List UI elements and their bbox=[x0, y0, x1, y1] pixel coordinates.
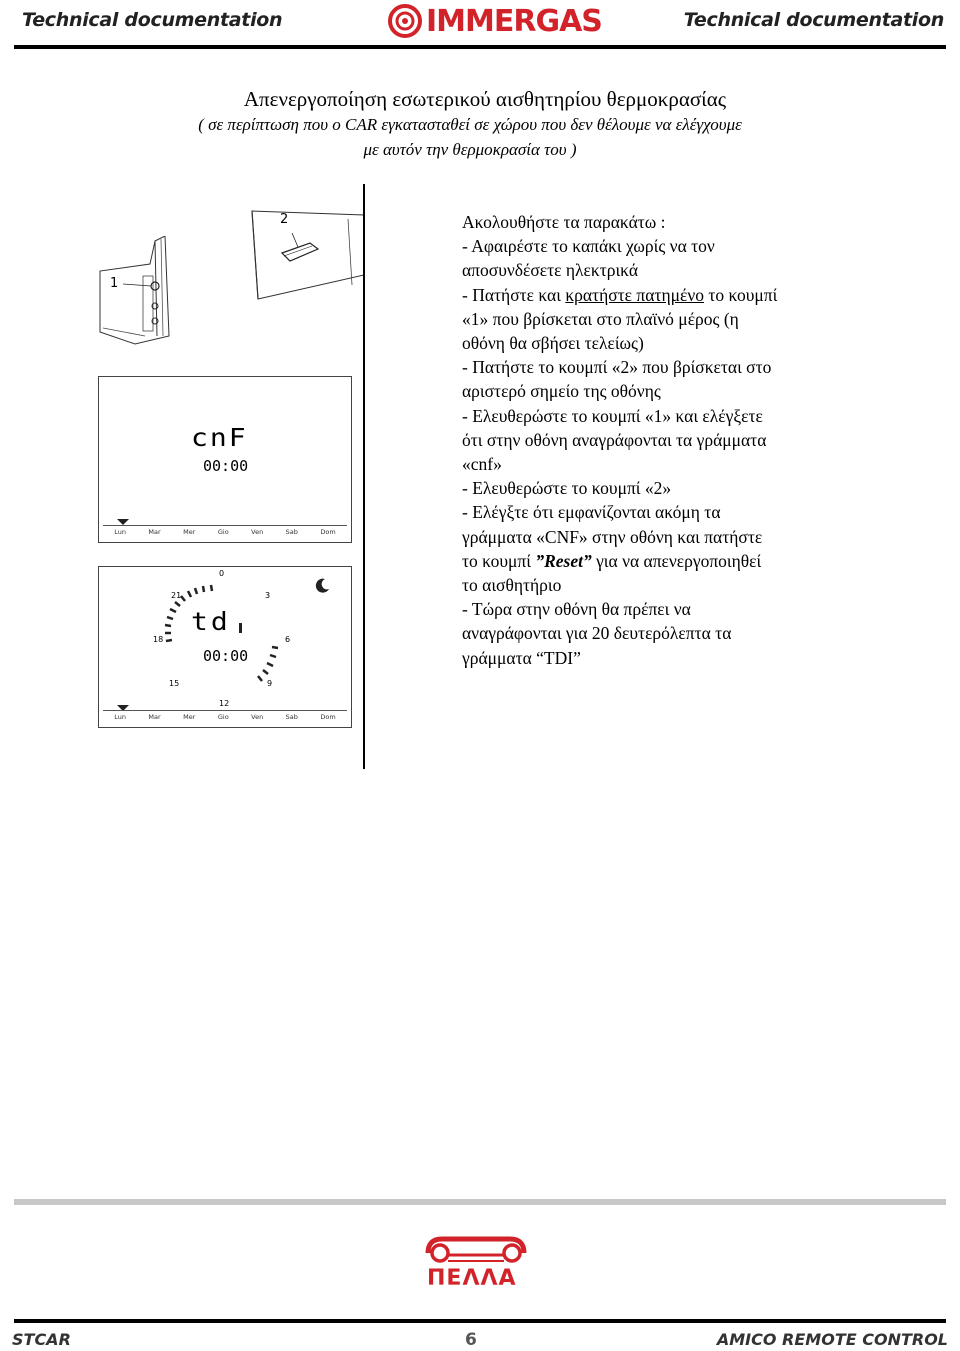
brand-name: IMMERGAS bbox=[426, 3, 602, 39]
day-label: Mar bbox=[148, 528, 161, 536]
dial-hour-0: 0 bbox=[219, 569, 225, 578]
device-side-figure bbox=[95, 236, 195, 346]
lcd-display-td bbox=[98, 566, 352, 728]
instruction-line: αριστερό σημείο της οθόνης bbox=[462, 381, 661, 402]
lcd-td-text: td bbox=[191, 606, 231, 637]
instruction-line: ότι στην οθόνη αναγράφονται τα γράμματα bbox=[462, 429, 767, 450]
day-label: Gio bbox=[217, 713, 229, 721]
footer-right-text: AMICO REMOTE CONTROL bbox=[716, 1330, 948, 1349]
instruction-line: - Αφαιρέστε το καπάκι χωρίς να τον bbox=[462, 236, 715, 257]
lcd-cnf-text: cnF bbox=[191, 422, 248, 453]
dial-hour-15: 15 bbox=[169, 679, 180, 688]
lcd-cnf-days bbox=[103, 525, 347, 538]
instruction-line: - Πατήστε το κουμπί «2» που βρίσκεται στο bbox=[462, 357, 772, 378]
subtitle-line-2: με αυτόν την θερμοκρασία του ) bbox=[363, 140, 577, 159]
immergas-logo-icon bbox=[388, 4, 422, 38]
header-left-text: Technical documentation bbox=[22, 9, 283, 31]
footer-left-text: STCAR bbox=[12, 1330, 71, 1349]
instruction-line: - Ελευθερώστε το κουμπί «1» και ελέγξετε bbox=[462, 405, 763, 426]
dial-hour-3: 3 bbox=[265, 591, 271, 600]
moon-icon bbox=[316, 579, 329, 593]
day-label: Dom bbox=[320, 713, 336, 721]
dial-hour-6: 6 bbox=[285, 635, 291, 644]
day-label: Sab bbox=[285, 528, 298, 536]
day-label: Lun bbox=[114, 528, 126, 536]
instruction-line: Ακολουθήστε τα παρακάτω : bbox=[462, 212, 666, 232]
reset-text: ”Reset” bbox=[535, 550, 592, 571]
instruction-line: αποσυνδέσετε ηλεκτρικά bbox=[462, 260, 639, 281]
lcd-td-bar bbox=[239, 623, 242, 633]
day-label: Gio bbox=[217, 528, 229, 536]
dial-ticks bbox=[99, 567, 351, 707]
day-label: Mar bbox=[148, 713, 161, 721]
page-title: Απενεργοποίηση εσωτερικού αισθητηρίου θερμοκρασίας bbox=[243, 87, 727, 111]
day-label: Lun bbox=[114, 713, 126, 721]
dial-hour-21: 21 bbox=[171, 591, 182, 600]
device-front-figure bbox=[248, 205, 366, 305]
button-2-label: 2 bbox=[280, 212, 289, 227]
lcd-display-cnf bbox=[98, 376, 352, 543]
header-right-text: Technical documentation bbox=[683, 9, 944, 31]
footer-rule bbox=[14, 1319, 946, 1323]
pella-logo-text: ΠΕΛΛΑ bbox=[427, 1266, 517, 1291]
instruction-line: γράμματα “TDI” bbox=[462, 647, 581, 668]
instructions bbox=[462, 210, 882, 670]
page-number: 6 bbox=[465, 1330, 477, 1350]
lcd-td-time: 00:00 bbox=[203, 647, 249, 665]
dial-hour-12: 12 bbox=[219, 699, 230, 708]
vertical-divider bbox=[363, 184, 365, 769]
immergas-logo bbox=[388, 0, 602, 42]
header-rule bbox=[14, 45, 946, 49]
instruction-line: οθόνη θα σβήσει τελείως) bbox=[462, 333, 644, 354]
instruction-line: - Τώρα στην οθόνη θα πρέπει να bbox=[462, 599, 691, 620]
day-label: Mer bbox=[183, 528, 196, 536]
day-label: Ven bbox=[251, 713, 264, 721]
day-label: Dom bbox=[320, 528, 336, 536]
instruction-line: - Ελευθερώστε το κουμπί «2» bbox=[462, 478, 672, 499]
instruction-line: «cnf» bbox=[462, 454, 502, 475]
dial-hour-18: 18 bbox=[153, 635, 164, 644]
footer-gray-rule bbox=[14, 1199, 946, 1205]
lcd-cnf-time: 00:00 bbox=[203, 457, 249, 475]
dial-hour-9: 9 bbox=[267, 679, 273, 688]
instruction-line: αναγράφονται για 20 δευτερόλεπτα τα bbox=[462, 623, 732, 644]
lcd-td-days bbox=[103, 710, 347, 723]
title-block bbox=[0, 86, 960, 162]
underlined-text: κρατήστε πατημένο bbox=[565, 284, 704, 305]
page-header bbox=[0, 0, 960, 52]
day-label: Ven bbox=[251, 528, 264, 536]
button-1-label: 1 bbox=[110, 276, 119, 291]
day-label: Sab bbox=[285, 713, 298, 721]
day-label: Mer bbox=[183, 713, 196, 721]
instruction-line: «1» που βρίσκεται στο πλαϊνό μέρος (η bbox=[462, 308, 739, 329]
instruction-line: - Ελέγξτε ότι εμφανίζονται ακόμη τα bbox=[462, 502, 721, 523]
instruction-line: γράμματα «CNF» στην οθόνη και πατήστε bbox=[462, 526, 763, 547]
subtitle-line-1: ( σε περίπτωση που ο CAR εγκατασταθεί σε χώρου που δεν θέλουμε να ελέγχουμε bbox=[198, 115, 742, 134]
instruction-line: το αισθητήριο bbox=[462, 575, 562, 596]
instruction-line: - Πατήστε και κρατήστε πατημένο το κουμπί bbox=[462, 284, 778, 305]
instruction-line: το κουμπί ”Reset” για να απενεργοποιηθεί bbox=[462, 550, 762, 571]
